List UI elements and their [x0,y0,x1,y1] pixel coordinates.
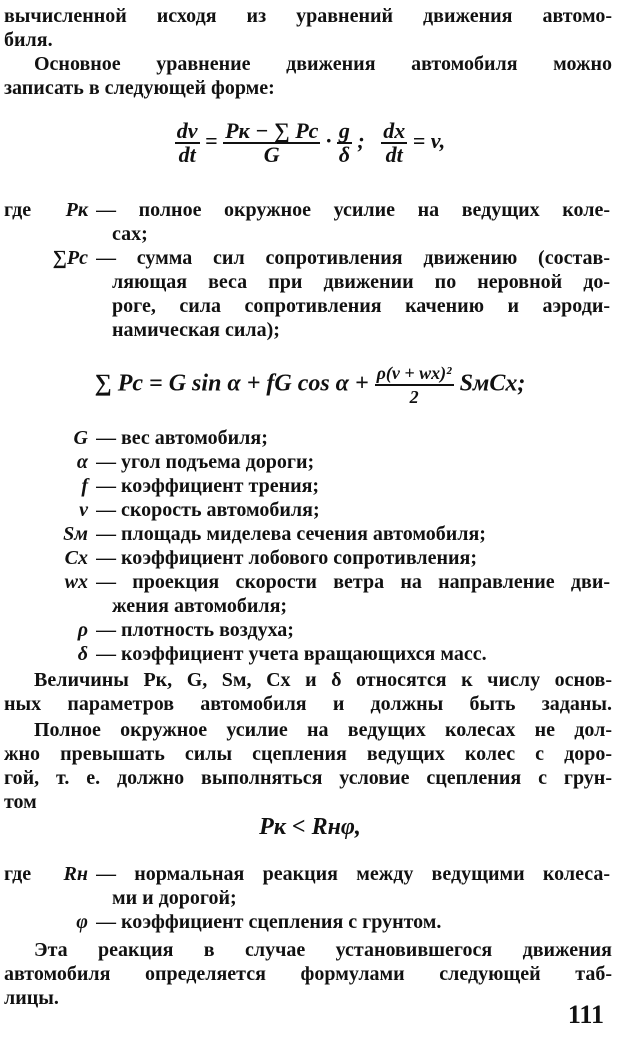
definition-row: Cx — коэффициент лобового сопротивления; [64,547,477,569]
definition-row: где Pк — полное окружное усилие на ведущих коле- [4,199,610,221]
definition-row: α — угол подъема дороги; [76,451,315,473]
definition-row: wx — проекция скорости ветра на направление дви- [64,571,610,593]
definition-row: ρ — плотность воздуха; [77,619,294,641]
text-line: Величины Pк, G, Sм, Cx и δ относятся к числу основ- [34,669,612,691]
equation-adhesion: Pк < Rнφ, [259,814,361,840]
text-line: ных параметров автомобиля и должны быть заданы. [4,693,612,715]
text-line: вычисленной исходя из уравнений движения автомо- [4,5,612,27]
page-number: 111 [567,1000,604,1029]
definition-cont: сах; [112,223,148,245]
text-line: биля. [4,29,53,51]
text-line: гой, т. е. должно выполняться условие сцепления с грун- [4,767,612,789]
definition-row: G — вес автомобиля; [73,427,268,449]
equation-motion: $\frac{dv}{dt}$ = $\frac{Pк - \sum Pс}{G}$ · $\frac{g}{\delta}$ ; $\frac{dx}{dt}$ = v, [176,118,446,167]
text-line: автомобиля определяется формулами следующей таб- [4,963,612,985]
equation-resistance: ∑ Pс = G sin α + fG cos α + $\frac{\text{ρ(v + wx)²}}{2}$ SмCx; [94,363,526,407]
text-line: жно превышать силы сцепления ведущих колес с доро- [4,743,612,765]
definition-row: где Rн — нормальная реакция между ведущими колеса- [4,863,610,885]
definition-row: ∑Pс — сумма сил сопротивления движению (состав- [52,247,610,269]
definition-row: Sм — площадь миделева сечения автомобиля; [63,523,486,545]
definition-row: δ — коэффициент учета вращающихся масс. [77,643,487,665]
text-line: записать в следующей форме: [4,77,275,99]
definition-cont: ми и дорогой; [112,887,237,909]
text-line: том [4,791,37,813]
definition-row: φ — коэффициент сцепления с грунтом. [76,911,442,933]
definition-cont: жения автомобиля; [112,595,288,617]
definition-row: f — коэффициент трения; [81,475,320,497]
text-line: Эта реакция в случае установившегося движения [34,939,612,961]
definition-cont: роге, сила сопротивления качению и аэроди- [112,295,610,317]
text-line: Полное окружное усилие на ведущих колесах не дол- [34,719,612,741]
text-line: Основное уравнение движения автомобиля можно [34,53,612,75]
definition-cont: ляющая веса при движении по неровной до- [112,271,610,293]
definition-row: v — скорость автомобиля; [79,499,320,521]
definition-cont: намическая сила); [112,319,280,341]
text-line: лицы. [4,987,59,1009]
